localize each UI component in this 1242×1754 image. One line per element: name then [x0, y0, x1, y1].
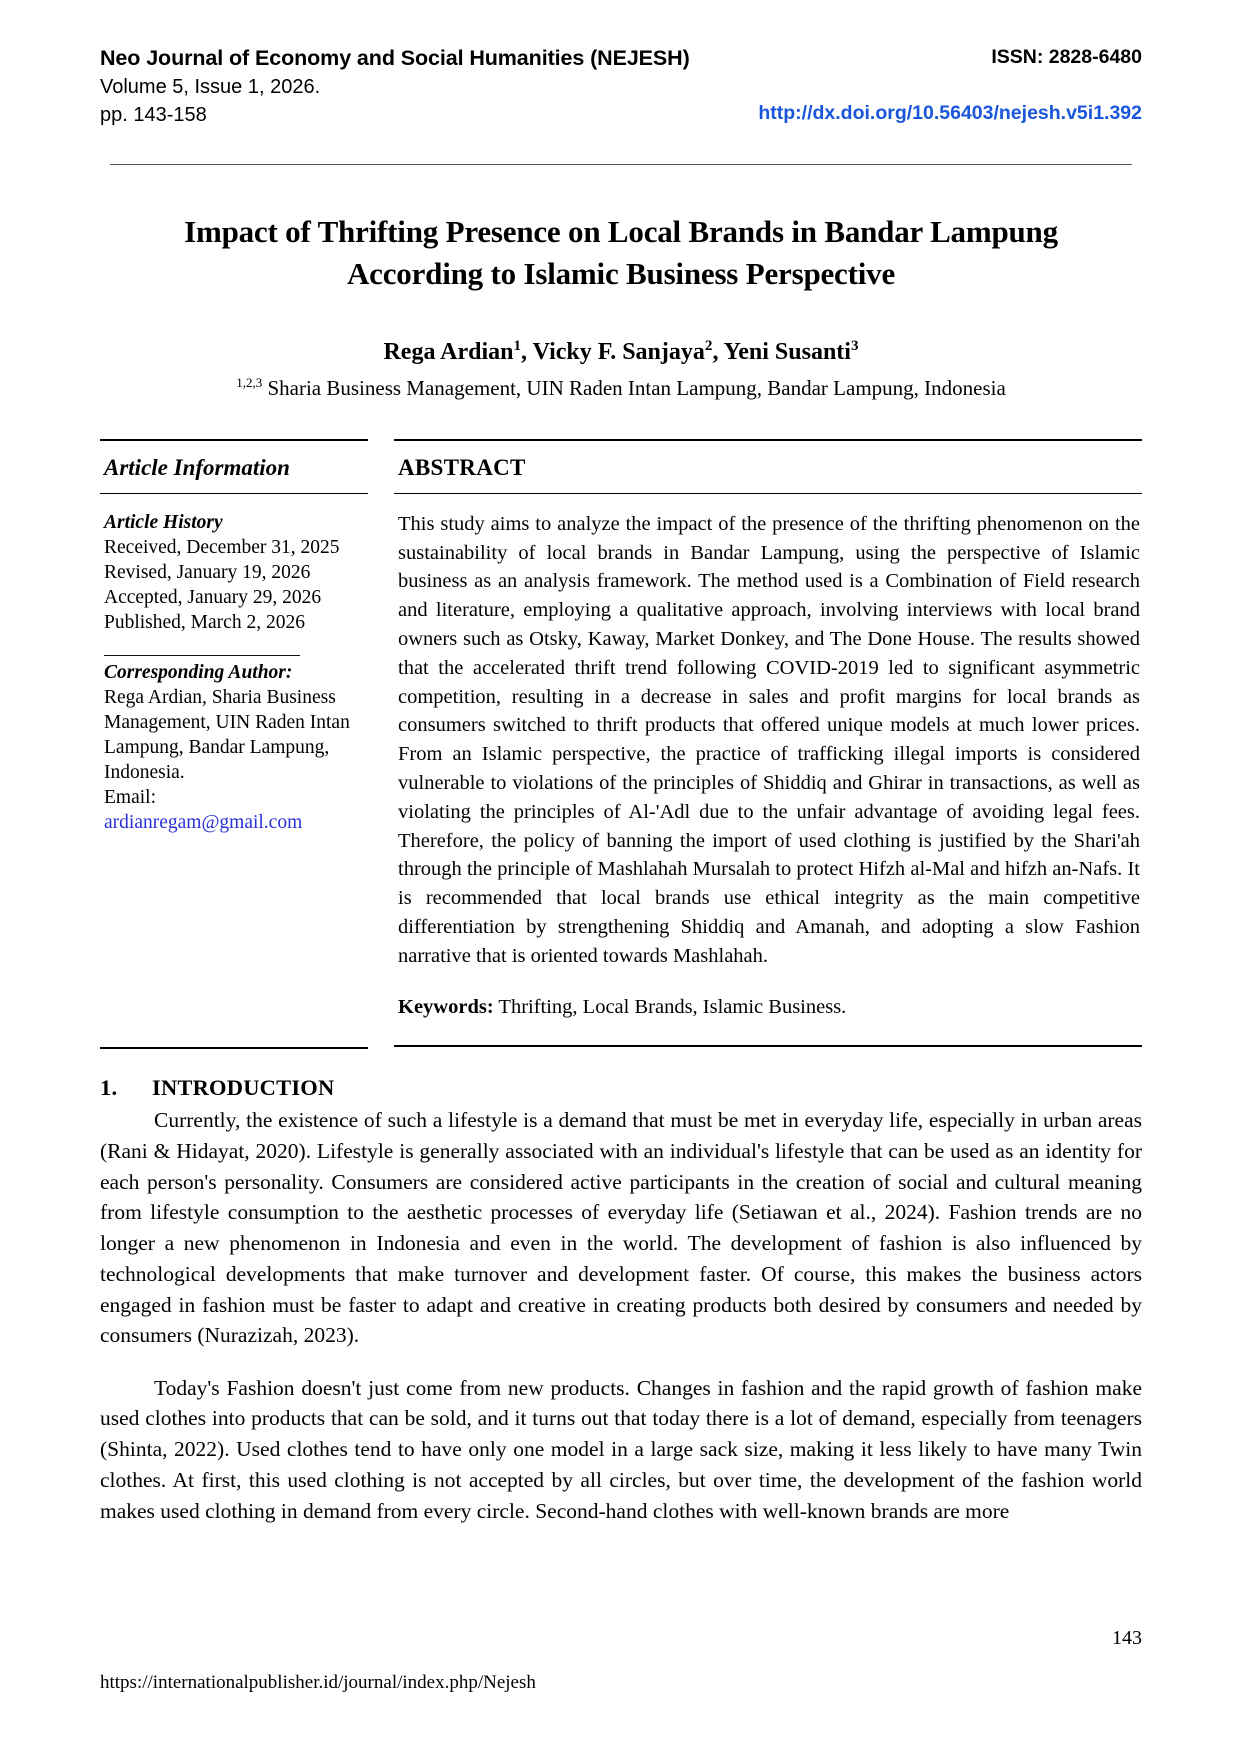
author-3: [724, 339, 859, 365]
article-history-revised: Revised, January 19, 2026: [104, 562, 311, 584]
article-history-published: Published, March 2, 2026: [104, 612, 305, 634]
author-1-name: Rega Ardian: [383, 338, 514, 365]
affiliation: [100, 375, 1142, 401]
author-2-sup: 2: [704, 337, 713, 354]
section-number: 1.: [100, 1075, 118, 1101]
author-1-sup: 1: [513, 337, 522, 354]
article-history-accepted: Accepted, January 29, 2026: [104, 587, 322, 609]
corresponding-author-line-2: Management, UIN Raden Intan: [104, 711, 350, 733]
corresponding-author-email-label: Email:: [104, 787, 156, 809]
author-3-name: Yeni Susanti: [723, 338, 851, 365]
metadata-section: [100, 439, 1142, 1047]
title-line-2: According to Islamic Business Perspective: [346, 255, 895, 291]
intro-paragraph-2: Today's Fashion doesn't just come from new products. Changes in fashion and the rapid growth of fashion make used clothes into products that can be sold, and it turns out that today there is a lot of demand, especially from teenagers (Shinta, 2022). Used clothes tend to have only one model in a large sack size, making it less likely to have many Twin clothes. At first, this used clothing is not accepted by all circles, but over time, the development of the fashion world makes used clothing in demand from every circle. Second-hand clothes with well-known brands are more: [100, 1375, 1142, 1523]
corresponding-author-label: Corresponding Author:: [104, 661, 293, 683]
issn-text: ISSN: 2828-6480: [991, 46, 1142, 68]
info-rule-bottom: [100, 1047, 368, 1049]
page-title: [135, 211, 1107, 293]
abstract-text: This study aims to analyze the impact of the presence of the thrifting phenomenon on the sustainability of local brands in Bandar Lampung, using the perspective of Islamic business as an analysis framework. The method used is a Combination of Field research and literature, employing a qualitative approach, involving interviews with local brand owners such as Otsky, Kaway, Market Donkey, and The Done House. The results showed that the accelerated thrift trend following COVID-2019 led to significant asymmetric competition, resulting in a decrease in sales and profit margins for local brands as consumers switched to thrift products that offered unique models at much lower prices. From an Islamic perspective, the practice of trafficking illegal imports is considered vulnerable to violations of the principles of Shiddiq and Ghirar in transactions, as well as violating the principles of Al-'Adl due to the unfair advantage of avoiding legal fees. Therefore, the policy of banning the import of used clothing is justified by the Shari'ah through the principle of Mashlahah Mursalah to protect Hifzh al-Mal and hifzh an-Nafs. It is recommended that local brands use ethical integrity as the main competitive differentiation by strengthening Shiddiq and Amanah, and adopting a slow Fashion narrative that is oriented towards Mashlahah.: [398, 512, 1140, 967]
info-bottom-rule-wrap: [100, 1047, 368, 1049]
corresponding-author-email-link[interactable]: ardianregam@gmail.com: [104, 812, 303, 834]
article-history-label: Article History: [104, 511, 223, 533]
journal-pages-line: pp. 143-158: [100, 103, 207, 126]
keywords: [394, 971, 1142, 1022]
section-heading-introduction: [100, 1075, 1142, 1101]
keywords-label: Keywords:: [398, 995, 494, 1018]
title-line-1: Impact of Thrifting Presence on Local Brands in Bandar Lampung: [184, 214, 1058, 250]
metadata-bottom-rules: [100, 1047, 1142, 1049]
journal-volume-line: Volume 5, Issue 1, 2026.: [100, 75, 321, 98]
author-3-sup: 3: [850, 337, 859, 354]
author-2-name: Vicky F. Sanjaya: [532, 338, 705, 365]
footer-url: https://internationalpublisher.id/journal/index.php/Nejesh: [100, 1672, 536, 1693]
author-2: [533, 339, 713, 365]
section-title: INTRODUCTION: [152, 1075, 335, 1101]
corresponding-author-line-1: Rega Ardian, Sharia Business: [104, 686, 336, 708]
article-information-body: [100, 494, 368, 836]
author-list: [100, 338, 1142, 366]
abstract-heading: ABSTRACT: [398, 454, 526, 480]
article-information-column: [100, 439, 368, 1047]
masthead-right: [758, 44, 1142, 126]
doi-link[interactable]: http://dx.doi.org/10.56403/nejesh.v5i1.392: [758, 102, 1142, 125]
abstract-rule-bottom: [394, 1045, 1142, 1047]
keywords-value: Thrifting, Local Brands, Islamic Business.: [498, 995, 847, 1018]
corresponding-author-line-3: Lampung, Bandar Lampung,: [104, 736, 330, 758]
affiliation-text: Sharia Business Management, UIN Raden Intan Lampung, Bandar Lampung, Indonesia: [267, 375, 1006, 400]
masthead-left: [100, 44, 690, 128]
header-divider: [110, 164, 1132, 165]
article-history-received: Received, December 31, 2025: [104, 536, 340, 558]
article-information-heading: Article Information: [104, 454, 290, 480]
journal-title: Neo Journal of Economy and Social Humanities (NEJESH): [100, 46, 690, 70]
author-sep-1: ,: [521, 338, 533, 365]
affiliation-sup: 1,2,3: [236, 374, 263, 390]
author-sep-2: ,: [712, 338, 724, 365]
page-number: 143: [1112, 1627, 1142, 1649]
journal-masthead: [100, 44, 1142, 128]
info-separator: [104, 655, 300, 656]
abstract-column: [394, 439, 1142, 1047]
corresponding-author-line-4: Indonesia.: [104, 762, 185, 784]
intro-paragraph-1: Currently, the existence of such a lifestyle is a demand that must be met in everyday life, especially in urban areas (Rani & Hidayat, 2020). Lifestyle is generally associated with an individual's lifestyle that can be used as an identity for each person's personality. Consumers are considered active participants in the creation of social and cultural meaning from lifestyle consumption to the aesthetic processes of everyday life (Setiawan et al., 2024). Fashion trends are no longer a new phenomenon in Indonesia and even in the world. The development of fashion is also influenced by technological developments that make turnover and development faster. Of course, this makes the business actors engaged in fashion must be faster to adapt and creative in creating products both desired by consumers and needed by consumers (Nurazizah, 2023).: [100, 1108, 1142, 1348]
author-1: [383, 339, 521, 365]
